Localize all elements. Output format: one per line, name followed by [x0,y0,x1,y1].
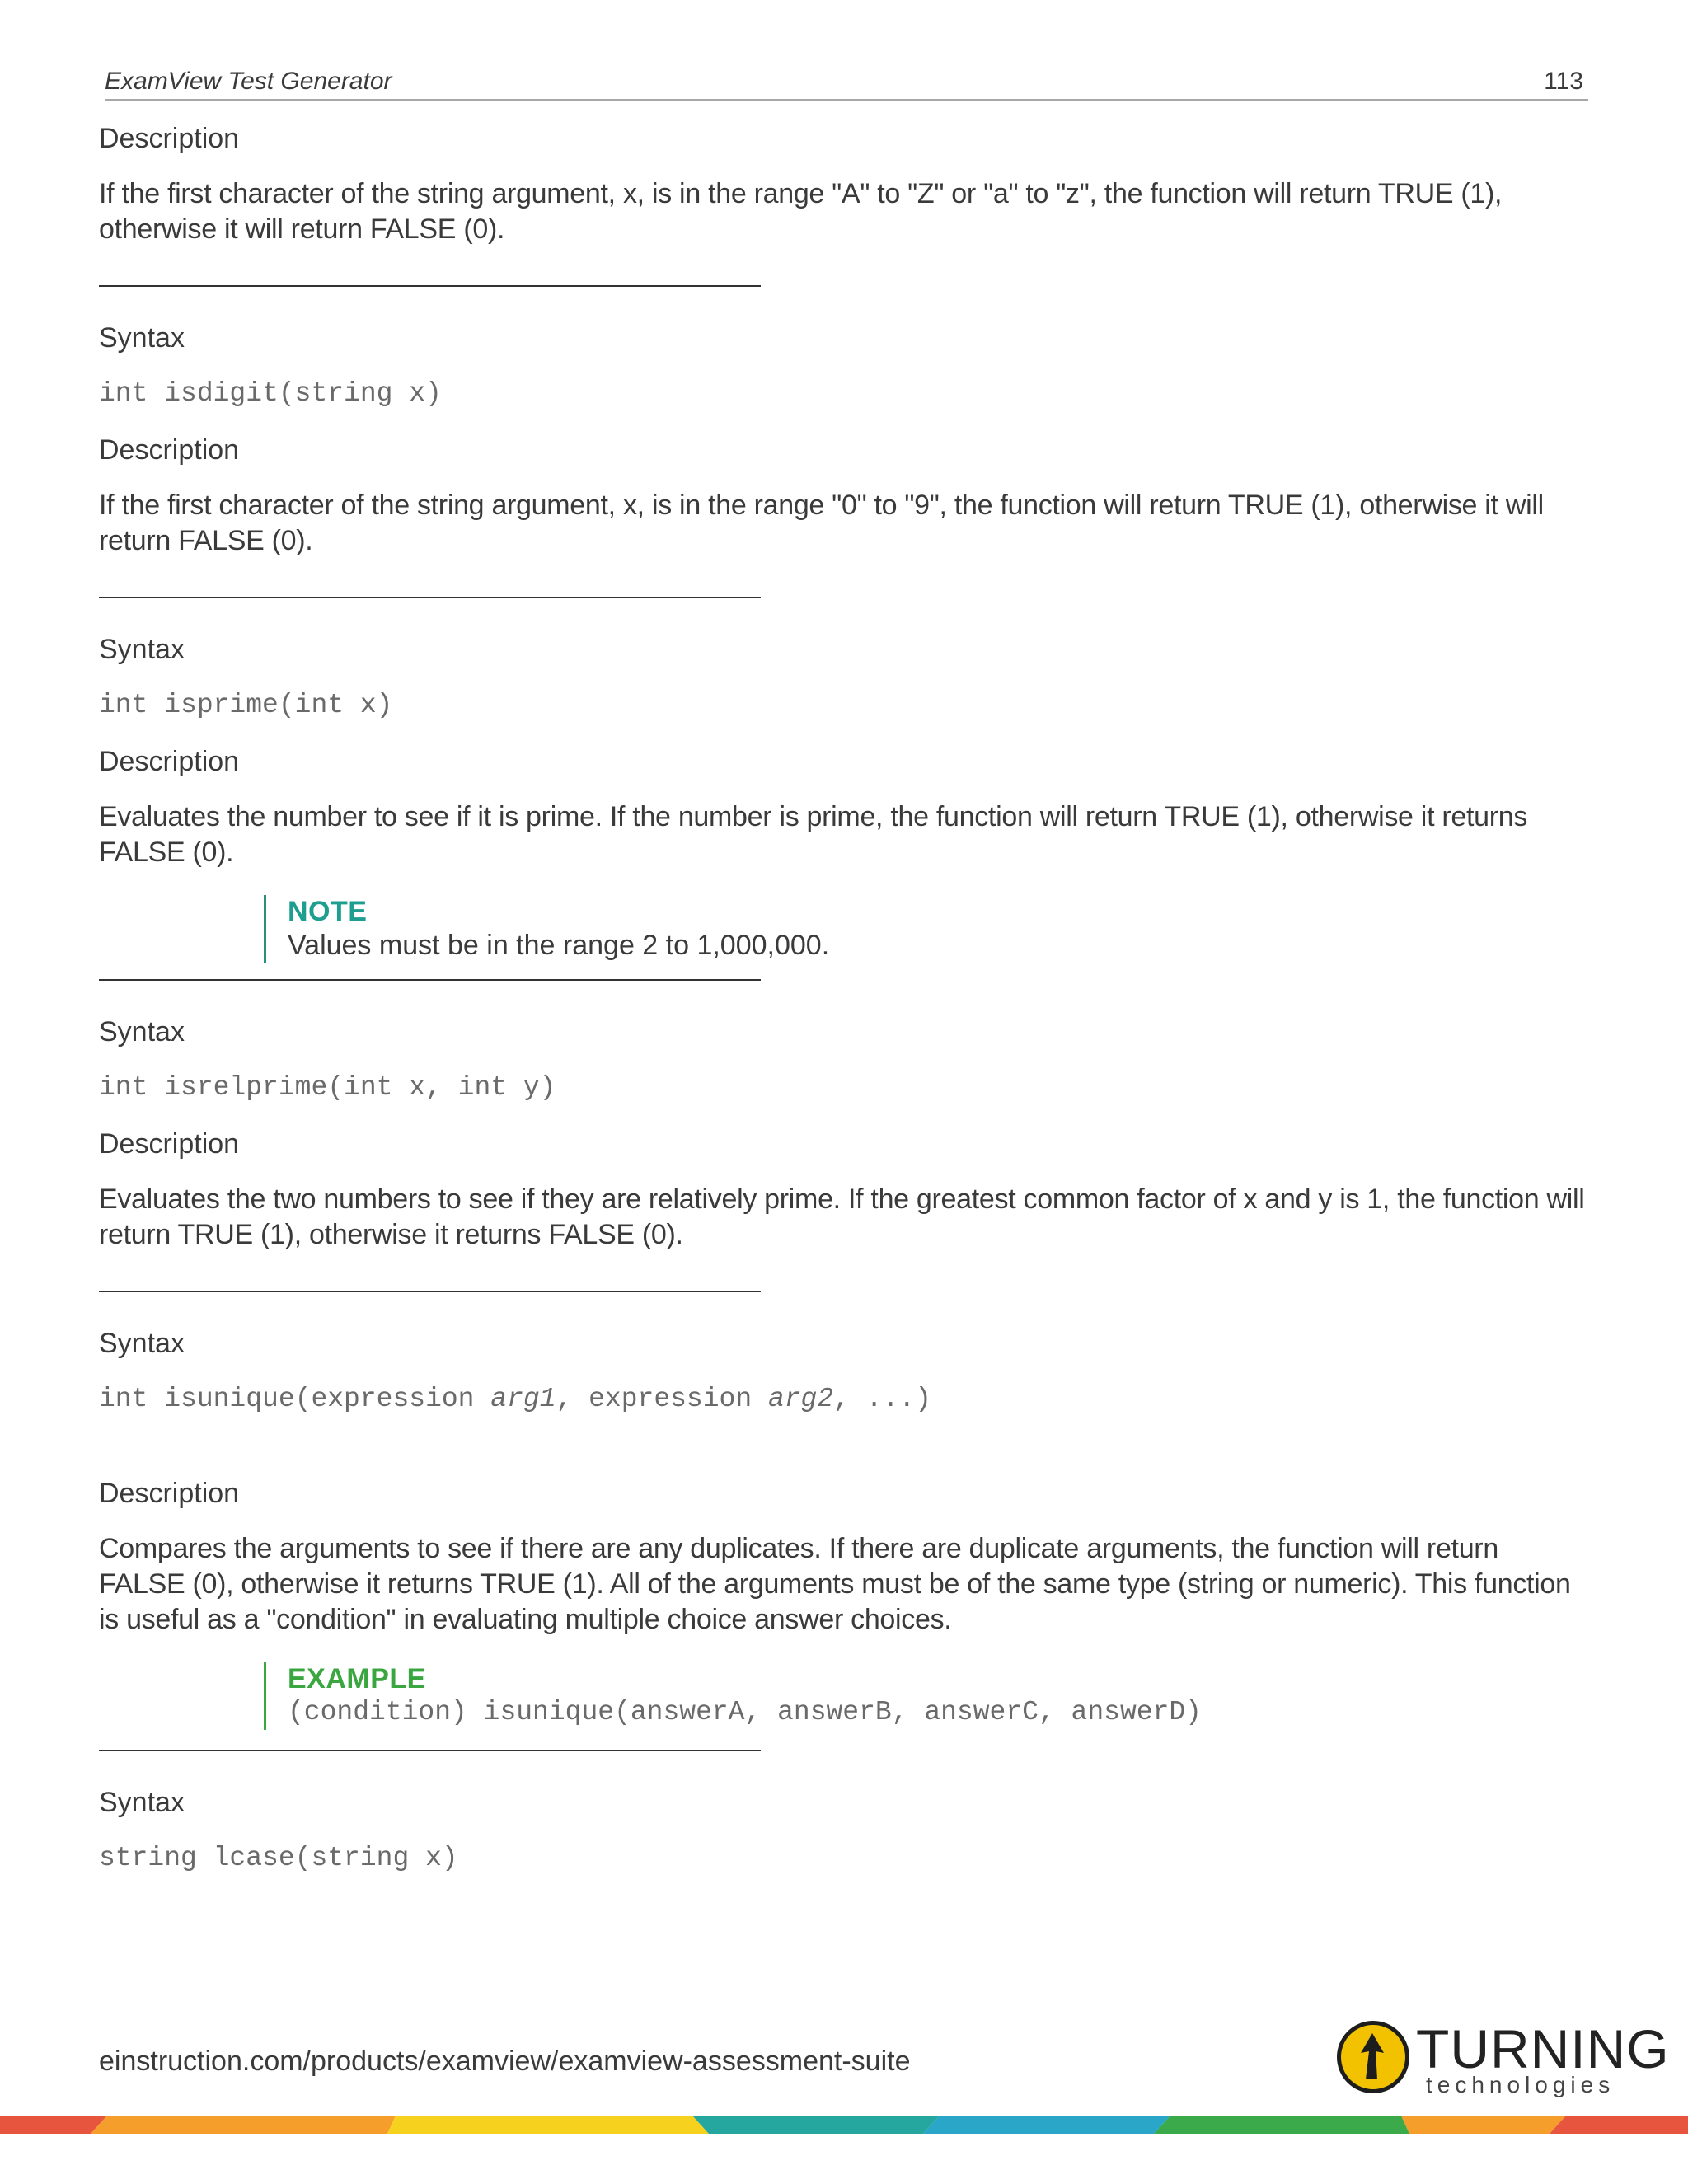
description-label: Description [99,434,240,466]
example-code: (condition) isunique(answerA, answerB, answerC, answerD) [288,1697,1202,1727]
logo-sub-text: technologies [1426,2072,1615,2097]
turning-technologies-logo [1335,2018,1670,2100]
function-entry-isunique [99,1325,1587,1730]
description-label: Description [99,1478,240,1509]
syntax-arg2: arg2 [767,1384,834,1414]
syntax-code: int isprime(int x) [99,690,393,720]
function-entry-isrelprime [99,1014,1587,1253]
syntax-mid: , expression [556,1384,768,1414]
syntax-label: Syntax [99,1016,185,1047]
syntax-prefix: int isunique(expression [99,1384,491,1414]
description-text: Evaluates the two numbers to see if they are relatively prime. If the greatest common factor of x and y is 1, the function will return TRUE (1), otherwise it returns FALSE (0). [99,1183,1585,1250]
footer-color-stripe [0,2116,1688,2134]
function-entry-isalpha [99,120,1587,247]
syntax-label: Syntax [99,634,185,665]
syntax-code [99,1381,1587,1418]
function-entry-isprime [99,631,1587,963]
function-entry-lcase [99,1784,1587,1877]
syntax-label: Syntax [99,1787,185,1818]
section-divider [99,1750,761,1751]
description-text: Evaluates the number to see if it is prime. If the number is prime, the function will return TRUE (1), otherwise it returns FALSE (0). [99,801,1528,868]
note-title: NOTE [288,896,368,927]
description-text: If the first character of the string argument, x, is in the range "0" to "9", the function will return TRUE (1), otherwise it will return FALSE (0). [99,490,1544,556]
section-divider [99,979,761,981]
note-callout [264,895,1587,963]
description-label: Description [99,123,240,154]
function-entry-isdigit [99,320,1587,559]
syntax-label: Syntax [99,322,185,354]
description-label: Description [99,746,240,777]
syntax-suffix: , ...) [833,1384,931,1414]
section-divider [99,285,761,287]
example-title: EXAMPLE [288,1663,426,1694]
description-text: Compares the arguments to see if there are any duplicates. If there are duplicate arguments, the function will return FALSE (0), otherwise it returns TRUE (1). All of the arguments must be of the same type (string or numeric). This function is useful as a "condition" in evaluating multiple choice answer choices. [99,1533,1571,1635]
logo-brand-text: TURNING [1416,2018,1670,2079]
document-title: ExamView Test Generator [105,68,392,95]
section-divider [99,1291,761,1292]
syntax-code: string lcase(string x) [99,1843,458,1873]
example-callout [264,1662,1587,1730]
syntax-code: int isrelprime(int x, int y) [99,1072,556,1103]
page-number: 113 [1544,68,1583,95]
description-label: Description [99,1128,240,1160]
syntax-code: int isdigit(string x) [99,378,442,409]
description-text: If the first character of the string argument, x, is in the range "A" to "Z" or "a" to "z", the function will return TRUE (1), otherwise it will return FALSE (0). [99,178,1503,245]
note-text: Values must be in the range 2 to 1,000,000. [288,930,830,961]
section-divider [99,597,761,598]
page-content [99,120,1587,1896]
syntax-label: Syntax [99,1328,185,1359]
syntax-arg1: arg1 [490,1384,556,1414]
page-header [105,64,1588,101]
footer-link[interactable]: einstruction.com/products/examview/examview-assessment-suite [99,2046,911,2077]
upward-arrow-circle-icon [1337,2021,1409,2093]
